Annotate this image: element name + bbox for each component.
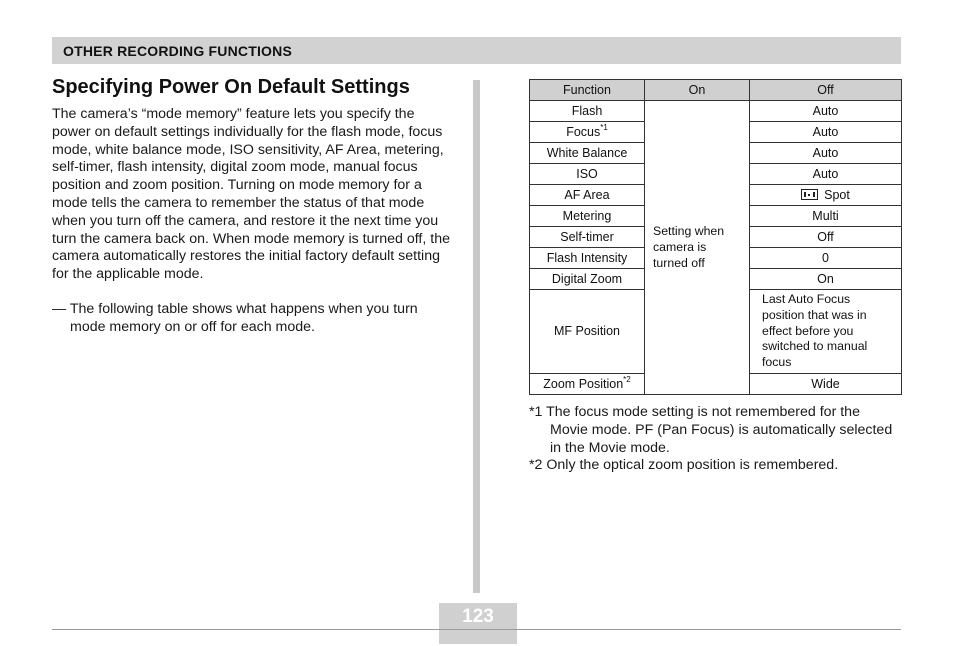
off-value-cell	[750, 101, 902, 122]
footer-rule	[52, 629, 901, 630]
off-value: Spot	[824, 188, 850, 202]
header-off: Off	[750, 80, 902, 101]
off-value-cell	[750, 206, 902, 227]
off-value: Wide	[811, 376, 840, 391]
footnote-mark: *1	[529, 404, 543, 420]
mode-memory-table	[529, 79, 902, 395]
function-cell	[530, 373, 645, 394]
off-value-cell	[750, 185, 902, 206]
section-header-bar	[52, 37, 901, 64]
on-value-text: Setting when camera is turned off	[653, 224, 725, 271]
function-cell	[530, 206, 645, 227]
function-label: Metering	[562, 209, 612, 223]
header-function: Function	[530, 80, 645, 101]
page-number: 123	[462, 606, 494, 627]
table-intro-note: — The following table shows what happens when you turn mode memory on or off for each mode.	[52, 301, 418, 335]
page-title: Specifying Power On Default Settings	[52, 76, 410, 98]
function-label: Self-timer	[560, 230, 614, 244]
function-cell	[530, 185, 645, 206]
table-header-row	[530, 80, 902, 101]
function-cell	[530, 227, 645, 248]
footnote-mark: *1	[600, 123, 608, 132]
function-cell	[530, 269, 645, 290]
function-label: Digital Zoom	[551, 272, 623, 286]
section-title: OTHER RECORDING FUNCTIONS	[63, 43, 292, 59]
function-cell	[530, 101, 645, 122]
table-row	[530, 101, 902, 122]
header-on: On	[645, 80, 750, 101]
on-value-cell	[645, 101, 750, 395]
function-label: AF Area	[564, 188, 610, 202]
off-value-cell	[750, 248, 902, 269]
off-value-cell	[750, 122, 902, 143]
off-value: Off	[817, 230, 834, 244]
off-value: Multi	[812, 209, 839, 223]
off-value: Auto	[812, 104, 839, 118]
footnote-text: Only the optical zoom position is remembered.	[546, 457, 839, 474]
column-divider	[473, 80, 480, 593]
off-value: Auto	[812, 125, 839, 139]
function-cell	[530, 122, 645, 143]
off-value: 0	[822, 251, 829, 265]
off-value-cell	[750, 227, 902, 248]
function-cell	[530, 143, 645, 164]
function-cell	[530, 290, 645, 374]
af-spot-icon	[801, 189, 818, 200]
function-label: Flash	[571, 104, 603, 118]
off-value: On	[817, 272, 834, 286]
function-label: Flash Intensity	[546, 251, 628, 265]
off-value-cell	[750, 269, 902, 290]
off-value-cell	[750, 143, 902, 164]
function-label: MF Position	[554, 324, 620, 339]
intro-paragraph: The camera’s “mode memory” feature lets you specify the power on default settings individually for the flash mode, focus mode, white balance mode, ISO sensitivity, AF Area, metering, self-timer, flash intensity, digital zoom mode, manual focus position and zoom position. Turning on mode memory for a mode tells the camera to remember the status of that mode when you turn off the camera, and restore it the next time you turn the camera back on. When mode memory is turned off, the camera automatically restores the initial factory default setting for the applicable mode.	[52, 106, 450, 283]
function-cell	[530, 164, 645, 185]
footnote-mark: *2	[623, 374, 631, 384]
off-value-cell	[750, 164, 902, 185]
page-number-tab	[439, 603, 517, 644]
function-cell	[530, 248, 645, 269]
off-value-cell	[750, 290, 902, 374]
footnotes	[529, 404, 901, 475]
footnote	[529, 457, 901, 475]
function-label: ISO	[576, 167, 598, 181]
off-value-cell	[750, 373, 902, 394]
off-value: Auto	[812, 167, 839, 181]
off-value: Auto	[812, 146, 839, 160]
function-label: Zoom Position	[543, 376, 624, 391]
footnote	[529, 404, 901, 457]
function-label: White Balance	[546, 146, 628, 160]
footnote-mark: *2	[529, 457, 543, 474]
footnote-text: The focus mode setting is not remembered for the Movie mode. PF (Pan Focus) is automatically selected in the Movie mode.	[546, 404, 893, 456]
function-label: Focus	[566, 125, 601, 139]
off-value: Last Auto Focus position that was in effect before you switched to manual focus	[762, 292, 868, 370]
